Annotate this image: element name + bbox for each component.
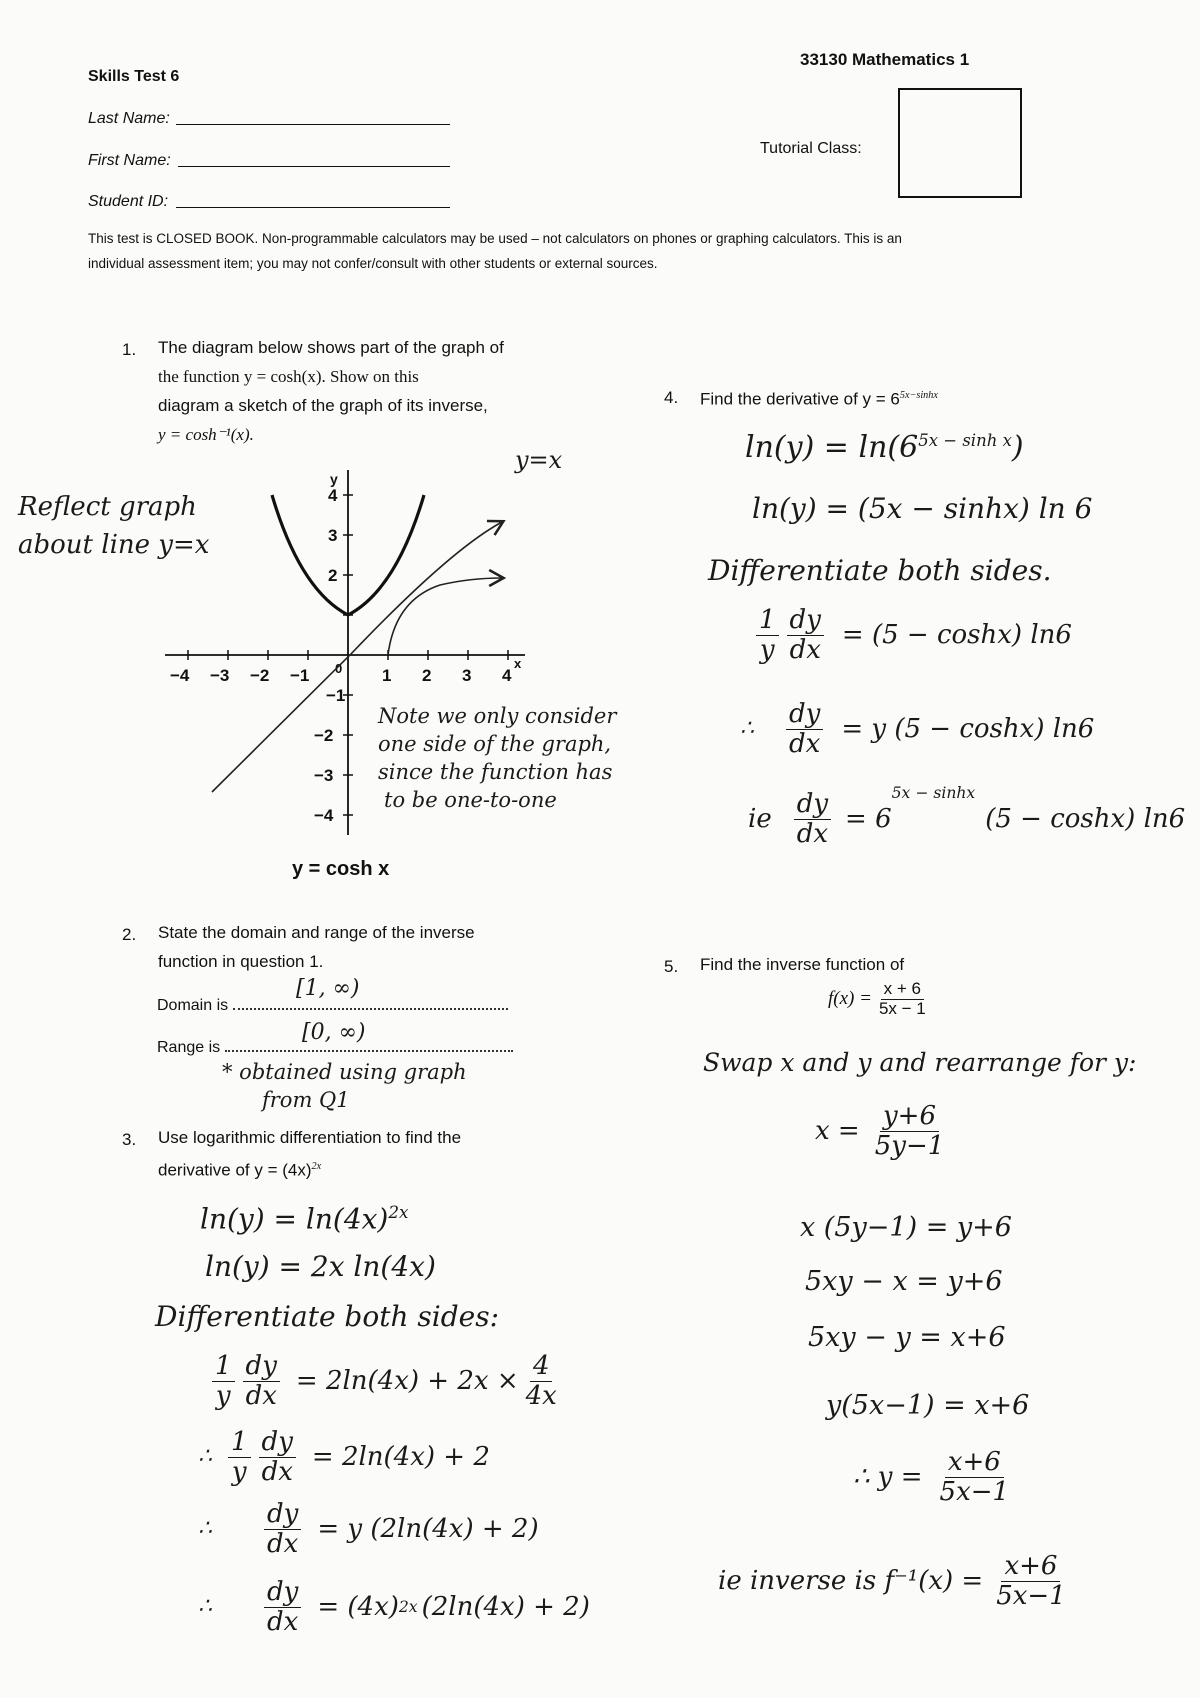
q5-number: 5. (664, 957, 679, 976)
q1-text (158, 333, 504, 449)
q3-work-line-6: ∴ $\frac{dy}{dx}$ = y (2ln(4x) + 2) (198, 1499, 539, 1559)
x-tick-label: −3 (210, 666, 230, 685)
y-tick-label: −2 (314, 726, 334, 745)
test-title: Skills Test 6 (88, 68, 180, 85)
q4-text: Find the derivative of $y = 6^{5x-sinhx}$ (700, 389, 938, 409)
tutorial-class-box[interactable] (898, 88, 1022, 198)
q4-work-line-2: ln(y) = (5x − sinhx) ln 6 (752, 492, 1093, 525)
q1-one-to-one-note (378, 702, 616, 814)
y-tick-label: 2 (328, 566, 338, 585)
q3-work-line-2: ln(y) = 2x ln(4x) (205, 1250, 436, 1283)
q5-work-line-4: 5xy − x = y+6 (805, 1266, 1003, 1297)
y-tick-label: 4 (328, 486, 338, 505)
q3-work-line-1: $\ln(y) = \ln(4x)^{2x}$ (200, 1202, 409, 1236)
first-name-label: First Name: (88, 152, 171, 169)
course-title: 33130 Mathematics 1 (800, 50, 970, 69)
q4-work-line-5: ∴ $\frac{dy}{dx}$ = y (5 − coshx) ln6 (740, 699, 1095, 759)
range-answer-line[interactable] (225, 1050, 513, 1052)
closed-book-notice (88, 226, 1168, 276)
q3-text (158, 1123, 461, 1185)
y-axis-label: y (330, 471, 338, 487)
x-axis-label: x (514, 656, 522, 671)
domain-answer-line[interactable] (233, 1008, 508, 1010)
q1-number: 1. (122, 340, 137, 359)
q3-number: 3. (122, 1130, 137, 1149)
y-tick-label: −1 (326, 686, 346, 705)
q5-work-line-6: y(5x−1) = x+6 (826, 1390, 1030, 1421)
q4-number: 4. (664, 388, 679, 407)
q5-text: Find the inverse function of (700, 955, 905, 974)
y-tick-label: −3 (314, 766, 334, 785)
inverse-curve-sketch (388, 578, 502, 655)
q1-text-line-2: the function y = cosh(x). Show on this (158, 367, 419, 386)
last-name-label: Last Name: (88, 110, 170, 127)
notice-line-2: individual assessment item; you may not confer/consult with other students or external sources. (88, 256, 658, 271)
tutorial-class-label: Tutorial Class: (760, 140, 862, 157)
x-tick-label: 3 (462, 666, 472, 685)
range-answer: [0, ∞) (302, 1020, 366, 1045)
q5-function: f(x) = $\frac{x + 6}{5x - 1}$ (828, 979, 926, 1018)
q2-text-line-2: function in question 1. (158, 952, 324, 971)
domain-answer: [1, ∞) (296, 976, 360, 1001)
q1-text-line-1: The diagram below shows part of the graph of (158, 338, 504, 357)
q1-note-line-4: to be one-to-one (384, 788, 557, 812)
first-name-field[interactable] (178, 166, 450, 167)
q3-work-line-3: Differentiate both sides: (155, 1300, 500, 1333)
origin-label: 0 (335, 661, 343, 676)
range-label: Range is (157, 1039, 221, 1056)
q2-text-line-1: State the domain and range of the inverse (158, 923, 475, 942)
q3-work-line-4: $\frac{1}{y}$ $\frac{dy}{dx}$ = 2ln(4x) + 2x × $\frac{4}{4x}$ (208, 1352, 564, 1410)
graph-caption: y = cosh x (292, 858, 390, 880)
q4-work-line-6: ie $\frac{dy}{dx}$ = 6 $^{5x - sinhx}$ (5 − coshx) ln6 (748, 784, 1186, 849)
q3-work-line-5: ∴ $\frac{1}{y}$ $\frac{dy}{dx}$ = 2ln(4x) + 2 (198, 1427, 490, 1487)
q1-note-line-1: Note we only consider (378, 704, 617, 728)
x-tick-label: 1 (382, 666, 392, 685)
q1-text-line-4: y = cosh⁻¹(x). (158, 425, 254, 444)
q5-work-line-2: x = $\frac{y+6}{5y-1}$ (815, 1101, 945, 1161)
x-tick-label: −1 (290, 666, 310, 685)
q4-work-line-4: $\frac{1}{y}$ $\frac{dy}{dx}$ = (5 − coshx) ln6 (752, 606, 1072, 664)
y-tick-label: −4 (314, 806, 334, 825)
q5-work-line-8: ie inverse is f⁻¹(x) = $\frac{x+6}{5x-1}$ (718, 1551, 1066, 1611)
q2-note (222, 1058, 467, 1114)
q1-reflect-note-line-2: about line y=x (18, 530, 210, 560)
q5-work-line-7: ∴ y = $\frac{x+6}{5x-1}$ (853, 1447, 1010, 1507)
y-tick-label: 3 (328, 526, 338, 545)
student-id-label: Student ID: (88, 193, 169, 210)
domain-label: Domain is (157, 997, 229, 1014)
q4-work-line-1: $\ln(y) = \ln(6^{5x - sinh x})$ (745, 430, 1024, 465)
q3-text-line-2 (158, 1152, 461, 1185)
q4-work-line-3: Differentiate both sides. (708, 554, 1052, 587)
q1-yx-label: y=x (515, 446, 563, 474)
q5-work-line-3: x (5y−1) = y+6 (800, 1212, 1012, 1243)
q5-work-line-5: 5xy − y = x+6 (808, 1322, 1006, 1353)
notice-line-1: This test is CLOSED BOOK. Non-programmable calculators may be used – not calculators on phones or graphing calculators. This is an (88, 231, 902, 246)
x-tick-label: −2 (250, 666, 270, 685)
x-tick-label: 2 (422, 666, 432, 685)
q5-work-line-1: Swap x and y and rearrange for y: (703, 1048, 1137, 1077)
q3-work-line-7: ∴ $\frac{dy}{dx}$ = (4x) 2x (2ln(4x) + 2) (198, 1577, 590, 1637)
q1-reflect-note-line-1: Reflect graph (18, 492, 197, 522)
student-id-field[interactable] (176, 207, 450, 208)
q3-text-line-1: Use logarithmic differentiation to find the (158, 1128, 462, 1147)
last-name-field[interactable] (176, 124, 450, 125)
q1-note-line-2: one side of the graph, (378, 732, 612, 756)
x-tick-label: 4 (502, 666, 512, 685)
q2-note-line-2: from Q1 (262, 1088, 350, 1112)
q2-note-line-1: * obtained using graph (222, 1060, 467, 1084)
q3-text-exponent: 2x (311, 1161, 322, 1172)
q2-text (158, 918, 475, 976)
q3-text-line-2-main: derivative of y = (4x) (158, 1160, 312, 1180)
q1-text-line-3: diagram a sketch of the graph of its inverse, (158, 396, 488, 415)
x-tick-label: −4 (170, 666, 190, 685)
q2-number: 2. (122, 925, 137, 944)
q1-note-line-3: since the function has (378, 760, 613, 784)
